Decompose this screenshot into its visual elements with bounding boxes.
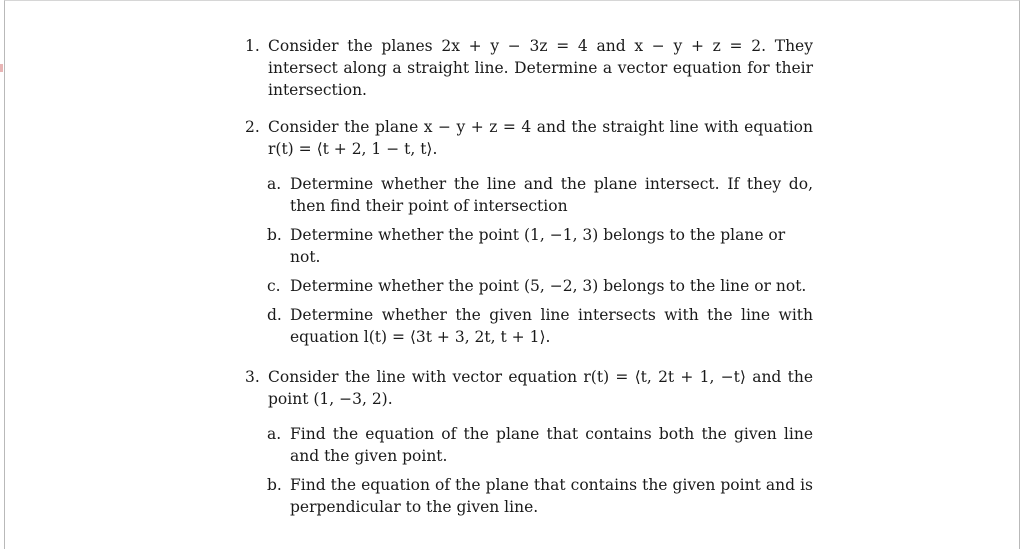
subpart-list [267, 173, 813, 348]
problem-text: Consider the line with vector equation r(t) = ⟨t, 2t + 1, −t⟩ and the point (1, −3, 2). [268, 368, 813, 408]
subpart-b [267, 474, 813, 518]
subpart-label: b. [267, 476, 282, 494]
subpart-a [267, 173, 813, 217]
subpart-text: Find the equation of the plane that contains the given point and is perpendicular to the given line. [290, 476, 813, 516]
problem-body [268, 116, 813, 348]
subpart-text: Determine whether the point (5, −2, 3) belongs to the line or not. [290, 277, 807, 295]
problem-number: 3. [245, 368, 260, 386]
problem-body [268, 366, 813, 518]
subpart-text: Determine whether the point (1, −1, 3) belongs to the plane or not. [290, 226, 786, 266]
subpart-a [267, 423, 813, 467]
subpart-text: Determine whether the line and the plane intersect. If they do, then find their point of intersection [290, 175, 813, 215]
problem-list [245, 35, 813, 533]
problem-3 [245, 366, 813, 518]
subpart-label: b. [267, 226, 282, 244]
subpart-label: d. [267, 306, 282, 324]
subpart-text: Find the equation of the plane that contains both the given line and the given point. [290, 425, 813, 465]
problem-number: 1. [245, 37, 260, 55]
subpart-b [267, 224, 813, 268]
subpart-label: a. [267, 175, 282, 193]
problem-text: Consider the plane x − y + z = 4 and the straight line with equation r(t) = ⟨t + 2, 1 − t, t⟩. [268, 118, 813, 158]
edge-marker [0, 64, 3, 72]
subpart-d [267, 304, 813, 348]
subpart-list [267, 423, 813, 518]
subpart-label: a. [267, 425, 282, 443]
problem-2 [245, 116, 813, 348]
problem-text: Consider the planes 2x + y − 3z = 4 and x − y + z = 2. They intersect along a straight line. Determine a vector equation for their intersection. [268, 37, 813, 99]
problem-1 [245, 35, 813, 101]
subpart-label: c. [267, 277, 281, 295]
subpart-c [267, 275, 813, 297]
subpart-text: Determine whether the given line intersects with the line with equation l(t) = ⟨3t + 3, 2t, t + 1⟩. [290, 306, 813, 346]
problem-number: 2. [245, 118, 260, 136]
